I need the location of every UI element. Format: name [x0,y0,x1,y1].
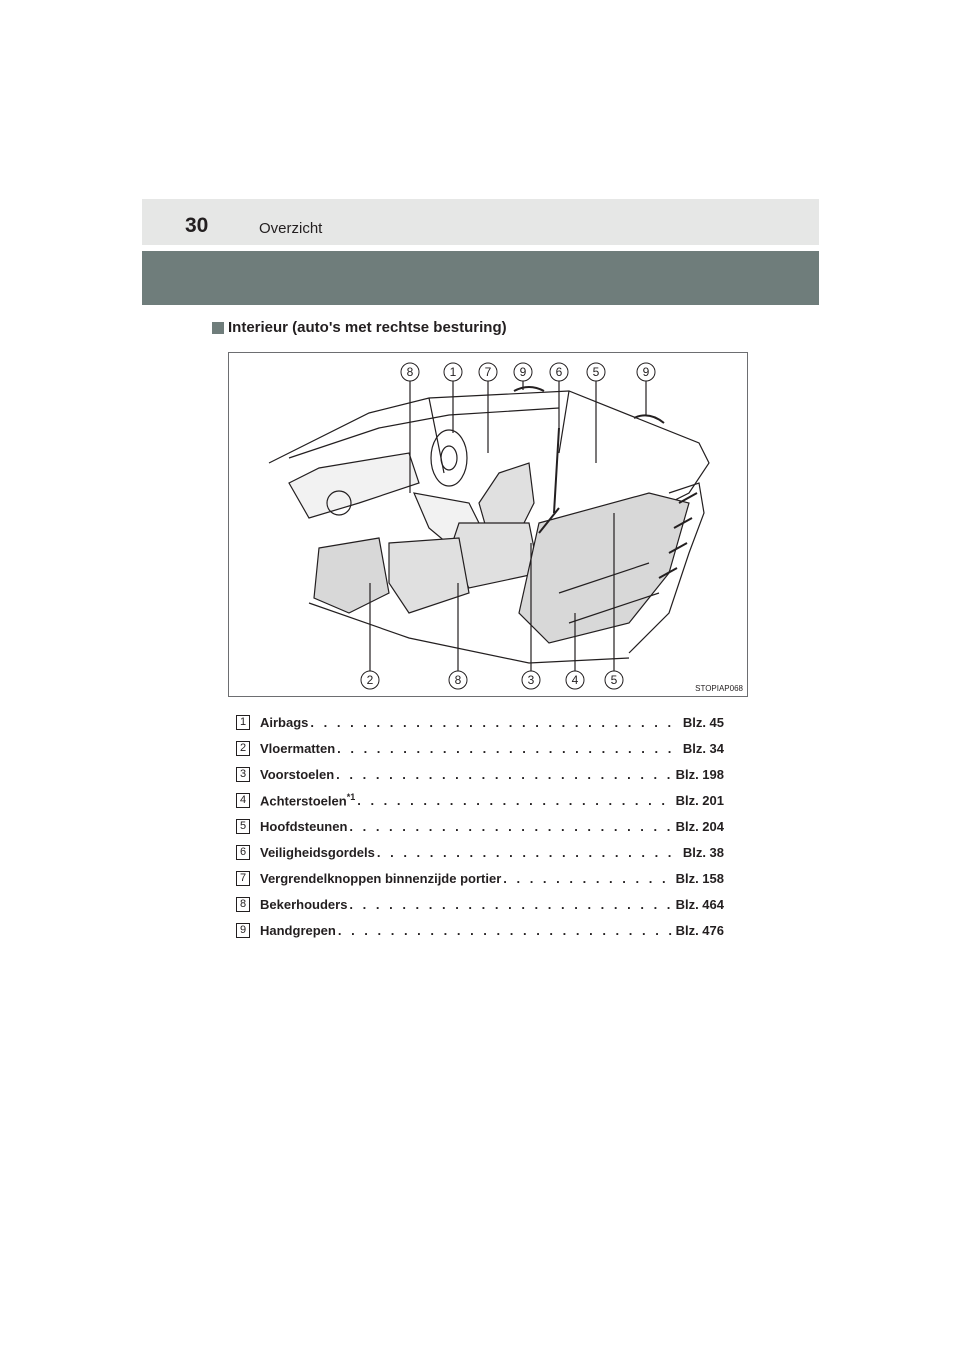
page-reference: Blz. 198 [675,766,724,782]
page-reference: Blz. 204 [675,818,724,834]
item-label: Vergrendelknoppen binnenzijde portier [260,870,502,886]
page-reference: Blz. 34 [682,740,724,756]
page-reference: Blz. 201 [675,792,724,808]
item-number: 3 [236,767,250,782]
item-label [260,792,355,808]
page-reference: Blz. 464 [675,896,724,912]
dot-leader [338,923,674,938]
list-item [236,787,724,813]
dot-leader [349,819,673,834]
item-number: 7 [236,871,250,886]
callout-bottom-5: 5 [610,673,618,687]
dot-leader [349,897,673,912]
dot-leader [336,767,673,782]
item-number: 2 [236,741,250,756]
car-interior-drawing [229,353,747,696]
callout-top-1: 8 [406,365,414,379]
callout-bottom-4: 4 [571,673,579,687]
item-number: 5 [236,819,250,834]
list-item [236,709,724,735]
figure-code: STOPIAP068 [695,684,743,693]
list-item [236,891,724,917]
list-item [236,761,724,787]
callout-bottom-2: 8 [454,673,462,687]
list-item [236,917,724,943]
callout-top-7: 9 [642,365,650,379]
header-bar [142,199,819,245]
page-reference: Blz. 45 [682,714,724,730]
list-item [236,735,724,761]
callout-top-5: 6 [555,365,563,379]
dot-leader [377,845,681,860]
item-label: Handgrepen [260,922,336,938]
callout-top-4: 9 [519,365,527,379]
callout-bottom-1: 2 [366,673,374,687]
callout-bottom-3: 3 [527,673,535,687]
page-reference: Blz. 476 [675,922,724,938]
item-label: Airbags [260,714,309,730]
dot-leader [337,741,681,756]
list-item [236,865,724,891]
callout-top-2: 1 [449,365,457,379]
item-label: Voorstoelen [260,766,335,782]
item-number: 8 [236,897,250,912]
item-number: 6 [236,845,250,860]
dot-leader [310,715,680,730]
list-item [236,839,724,865]
header-band [142,251,819,305]
list-item [236,813,724,839]
footnote-marker: *1 [346,791,356,802]
page-reference: Blz. 38 [682,844,724,860]
dot-leader [503,871,673,886]
item-number: 1 [236,715,250,730]
item-number: 9 [236,923,250,938]
item-label: Bekerhouders [260,896,348,912]
item-number: 4 [236,793,250,808]
item-label: Veiligheidsgordels [260,844,375,860]
item-label: Vloermatten [260,740,336,756]
interior-illustration [228,352,748,697]
callout-top-6: 5 [592,365,600,379]
chapter-title: Overzicht [259,220,323,237]
section-heading-text: Interieur (auto's met rechtse besturing) [228,319,507,336]
item-label-text: Achterstoelen [260,793,347,809]
page-number: 30 [185,214,209,237]
section-heading [212,319,507,336]
heading-square-icon [212,322,224,334]
dot-leader [357,793,673,808]
item-label: Hoofdsteunen [260,818,348,834]
item-list [236,709,724,943]
callout-top-3: 7 [484,365,492,379]
page-reference: Blz. 158 [675,870,724,886]
